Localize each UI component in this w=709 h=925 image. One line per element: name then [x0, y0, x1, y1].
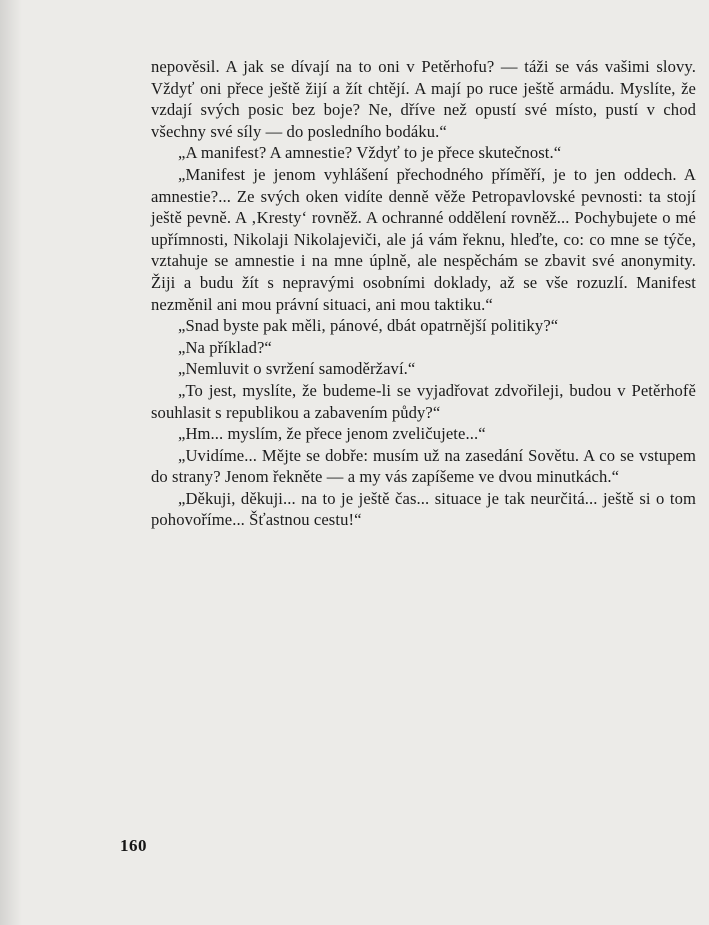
- paragraph: „To jest, myslíte, že budeme-li se vyjadřovat zdvořileji, budou v Petěrhofě souhlasit s republikou a zabavením půdy?“: [151, 380, 696, 422]
- body-text: [151, 56, 696, 531]
- page-edge-shadow: [0, 0, 22, 925]
- paragraph: „A manifest? A amnestie? Vždyť to je přece skutečnost.“: [178, 143, 562, 163]
- paragraph: „Nemluvit o svržení samoděržaví.“: [178, 359, 416, 379]
- paragraph: „Uvidíme... Mějte se dobře: musím už na zasedání Sovětu. A co se vstupem do strany? Jenom řekněte — a my vás zapíšeme ve dvou minutkách.“: [151, 445, 696, 487]
- paragraph: „Hm... myslím, že přece jenom zveličujete...“: [178, 424, 486, 444]
- paragraph: nepověsil. A jak se dívají na to oni v Petěrhofu? — táži se vás vašimi slovy. Vždyť oni přece ještě žijí a žít chtějí. A mají po ruce ještě armádu. Myslíte, že vzdají svých posic bez boje? Ne, dříve než opustí své místo, pustí v chod všechny své síly — do posledního bodáku.“: [151, 57, 696, 141]
- paragraph: „Na příklad?“: [178, 337, 272, 357]
- paragraph: „Manifest je jenom vyhlášení přechodného příměří, je to jen oddech. A amnestie?... Ze svých oken vidíte denně věže Petropavlovské pevnosti: ta stojí ještě pevně. A ‚Kresty‘ rovněž. A ochranné oddělení rovněž... Pochybujete o mé upřímnosti, Nikolaji Nikolajeviči, ale já vám řeknu, hleďte, co: co mne se týče, vztahuje se amnestie i na mne úplně, ale nespěchám se zbavit své anonymity. Žiji a budu žít s nepravými osobními doklady, až se vše rozuzlí. Manifest nezměnil ani mou právní situaci, ani mou taktiku.“: [151, 164, 696, 314]
- page-number: 160: [120, 836, 147, 855]
- paragraph: „Snad byste pak měli, pánové, dbát opatrnější politiky?“: [178, 316, 559, 336]
- paragraph: „Děkuji, děkuji... na to je ještě čas... situace je tak neurčitá... ještě si o tom pohovoříme... Šťastnou cestu!“: [151, 488, 696, 530]
